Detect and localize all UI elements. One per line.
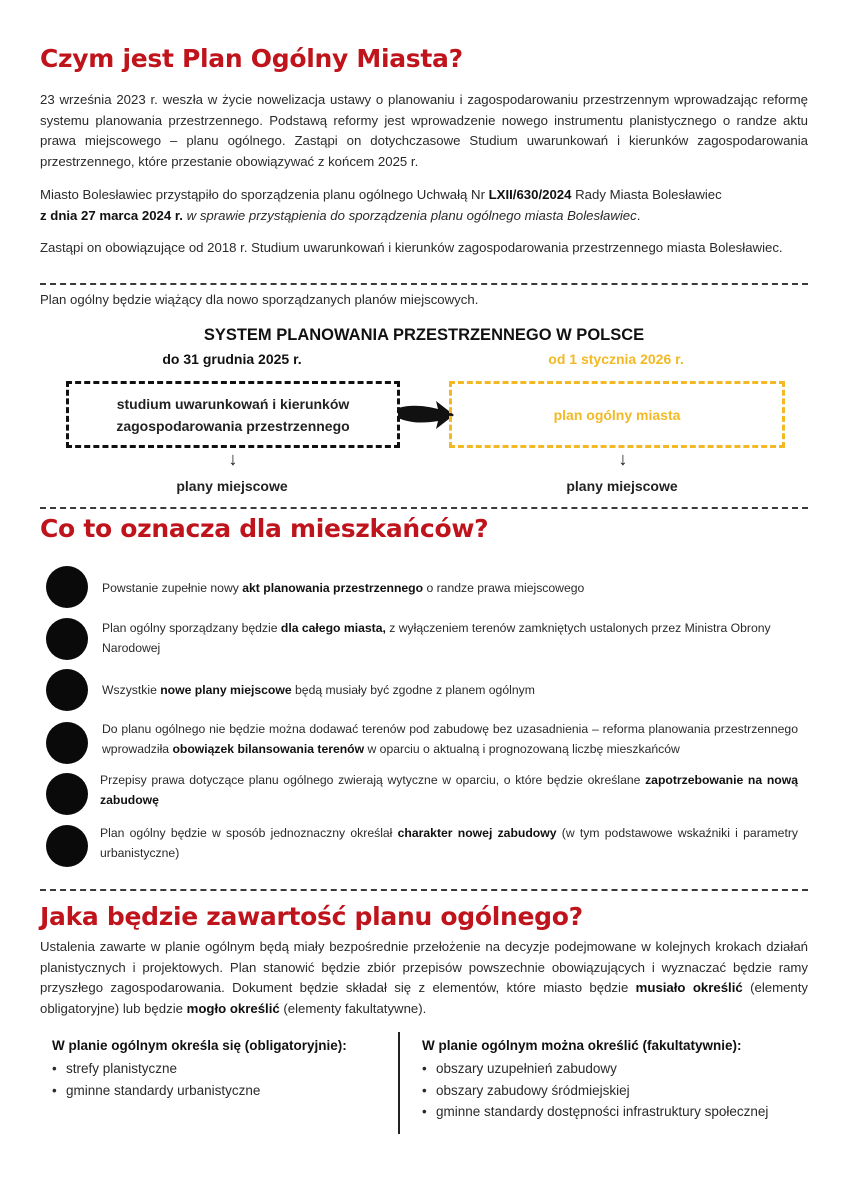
list-item: • gminne standardy dostępności infrastruktury społecznej xyxy=(422,1101,772,1123)
studium-box xyxy=(66,381,400,448)
optional-list xyxy=(422,1058,772,1123)
resolution-text-f: . xyxy=(636,207,641,223)
down-arrow-icon-right: ↓ xyxy=(618,449,628,469)
section2-title: Co to oznacza dla mieszkańców? xyxy=(40,514,489,543)
divider xyxy=(40,507,808,509)
binding-paragraph: Plan ogólny będzie wiążący dla nowo sporządzanych planów miejscowych. xyxy=(40,292,479,307)
plan-ogolny-box xyxy=(449,381,785,448)
list-item: • gminne standardy urbanistyczne xyxy=(52,1080,382,1102)
list-item: • obszary zabudowy śródmiejskiej xyxy=(422,1080,772,1102)
divider xyxy=(40,889,808,891)
resolution-paragraph xyxy=(40,185,808,226)
resident-point-5: Przepisy prawa dotyczące planu ogólnego zwierają wytyczne w oparciu, o które będzie określane zapotrzebowanie na nową zabudowę xyxy=(100,773,798,807)
replacement-paragraph: Zastąpi on obowiązujące od 2018 r. Studium uwarunkowań i kierunków zagospodarowania przestrzennego miasta Bolesławiec. xyxy=(40,240,783,255)
bullet-dot-icon xyxy=(46,618,88,660)
resolution-date: z dnia 27 marca 2024 r. xyxy=(40,207,183,223)
resolution-text-a: Miasto Bolesławiec przystąpiło do sporządzenia planu ogólnego Uchwałą Nr xyxy=(40,187,489,202)
resolution-number: LXII/630/2024 xyxy=(488,187,572,202)
content-paragraph: Ustalenia zawarte w planie ogólnym będą miały bezpośrednie przełożenie na decyzje podejmowane w kolejnych krokach działań planistycznych i projektowych. Plan stanowić będzie zbiór przepisów powszechnie obowiązujących i wyznaczać będzie ramy przyszłego zagospodarowania. Dokument będzie składał się z elementów, które miasto będzie musiało określić (elementy obligatoryjne) lub będzie mogło określić (elementy fakultatywne). xyxy=(40,939,808,1016)
section3-title: Jaka będzie zawartość planu ogólnego? xyxy=(40,902,583,931)
column-divider xyxy=(398,1032,400,1134)
diagram-title: SYSTEM PLANOWANIA PRZESTRZENNEGO W POLSCE xyxy=(203,326,645,344)
resident-point-3: Wszystkie nowe plany miejscowe będą musiały być zgodne z planem ogólnym xyxy=(102,683,535,697)
left-local-plans: plany miejscowe xyxy=(176,478,288,494)
bullet-dot-icon xyxy=(46,722,88,764)
bullet-dot-icon xyxy=(46,773,88,815)
left-date: do 31 grudnia 2025 r. xyxy=(162,351,302,367)
resident-point-6: Plan ogólny będzie w sposób jednoznaczny określał charakter nowej zabudowy (w tym podstawowe wskaźniki i parametry urbanistyczne) xyxy=(100,826,799,860)
studium-label: studium uwarunkowań i kierunków zagospodarowania przestrzennego xyxy=(116,395,350,434)
right-local-plans: plany miejscowe xyxy=(566,478,678,494)
resolution-subject: w sprawie przystąpienia do sporządzenia planu ogólnego miasta Bolesławiec xyxy=(182,207,637,223)
section1-title: Czym jest Plan Ogólny Miasta? xyxy=(40,44,463,73)
resident-point-1: Powstanie zupełnie nowy akt planowania przestrzennego o randze prawa miejscowego xyxy=(102,581,585,595)
plan-ogolny-label: plan ogólny miasta xyxy=(553,406,681,423)
obligatory-list xyxy=(52,1058,382,1101)
resident-point-4: Do planu ogólnego nie będzie można dodawać terenów pod zabudowę bez uzasadnienia – reforma planowania przestrzennego wprowadziła obowiązek bilansowania terenów w oparciu o aktualną i prognozowaną liczbę mieszkańców xyxy=(102,722,798,756)
transition-arrow-icon xyxy=(396,398,456,432)
intro-paragraph: 23 września 2023 r. weszła w życie nowelizacja ustawy o planowaniu i zagospodarowaniu przestrzennym wprowadzając reformę systemu planowania przestrzennego. Podstawą reformy jest wprowadzenie nowego instrumentu planistycznego o randze aktu prawa miejscowego – planu ogólnego. Zastąpi on dotychczasowe Studium uwarunkowań i kierunków zagospodarowania przestrzennego, które przestanie obowiązywać z końcem 2025 r. xyxy=(40,92,808,169)
resolution-text-c: Rady Miasta Bolesławiec xyxy=(571,187,722,202)
list-item: • strefy planistyczne xyxy=(52,1058,382,1080)
divider xyxy=(40,283,808,285)
bullet-dot-icon xyxy=(46,669,88,711)
down-arrow-icon-left: ↓ xyxy=(228,449,238,469)
bullet-dot-icon xyxy=(46,825,88,867)
right-date: od 1 stycznia 2026 r. xyxy=(548,351,684,367)
obligatory-heading: W planie ogólnym określa się (obligatoryjnie): xyxy=(52,1038,347,1053)
list-item: • obszary uzupełnień zabudowy xyxy=(422,1058,772,1080)
optional-heading: W planie ogólnym można określić (fakultatywnie): xyxy=(422,1038,742,1053)
resident-point-2: Plan ogólny sporządzany będzie dla całego miasta, z wyłączeniem terenów zamkniętych ustalonych przez Ministra Obrony Narodowej xyxy=(102,621,771,655)
bullet-dot-icon xyxy=(46,566,88,608)
